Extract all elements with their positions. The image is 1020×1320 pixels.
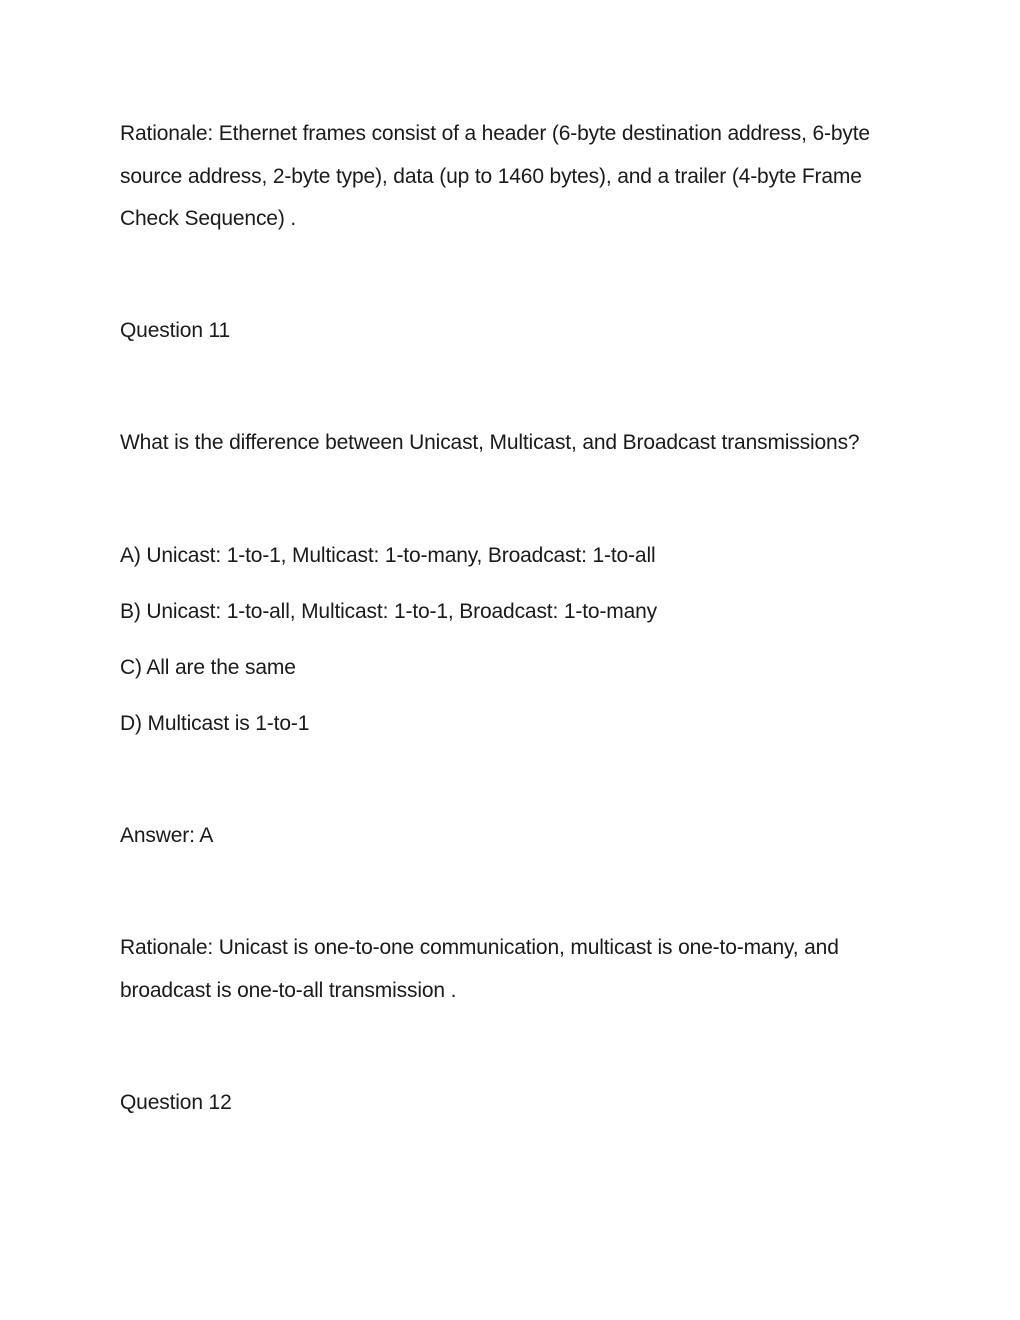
rationale-prev-line-1: Rationale: Ethernet frames consist of a header (6-byte destination address, 6-byte — [120, 122, 870, 145]
question-11-prompt: What is the difference between Unicast, Multicast, and Broadcast transmissions? — [120, 431, 860, 454]
option-d: D) Multicast is 1-to-1 — [120, 712, 310, 735]
question-11-heading: Question 11 — [120, 319, 231, 342]
rationale-prev-line-3: Check Sequence) . — [120, 207, 297, 230]
rationale-prev-line-2: source address, 2-byte type), data (up to 1460 bytes), and a trailer (4-byte Frame — [120, 165, 862, 188]
option-a: A) Unicast: 1-to-1, Multicast: 1-to-many, Broadcast: 1-to-all — [120, 544, 656, 567]
rationale-line-2: broadcast is one-to-all transmission . — [120, 979, 457, 1002]
option-c: C) All are the same — [120, 656, 296, 679]
question-12-heading: Question 12 — [120, 1091, 232, 1114]
answer-line: Answer: A — [120, 824, 214, 847]
option-b: B) Unicast: 1-to-all, Multicast: 1-to-1, Broadcast: 1-to-many — [120, 600, 658, 623]
rationale-line-1: Rationale: Unicast is one-to-one communication, multicast is one-to-many, and — [120, 936, 839, 959]
